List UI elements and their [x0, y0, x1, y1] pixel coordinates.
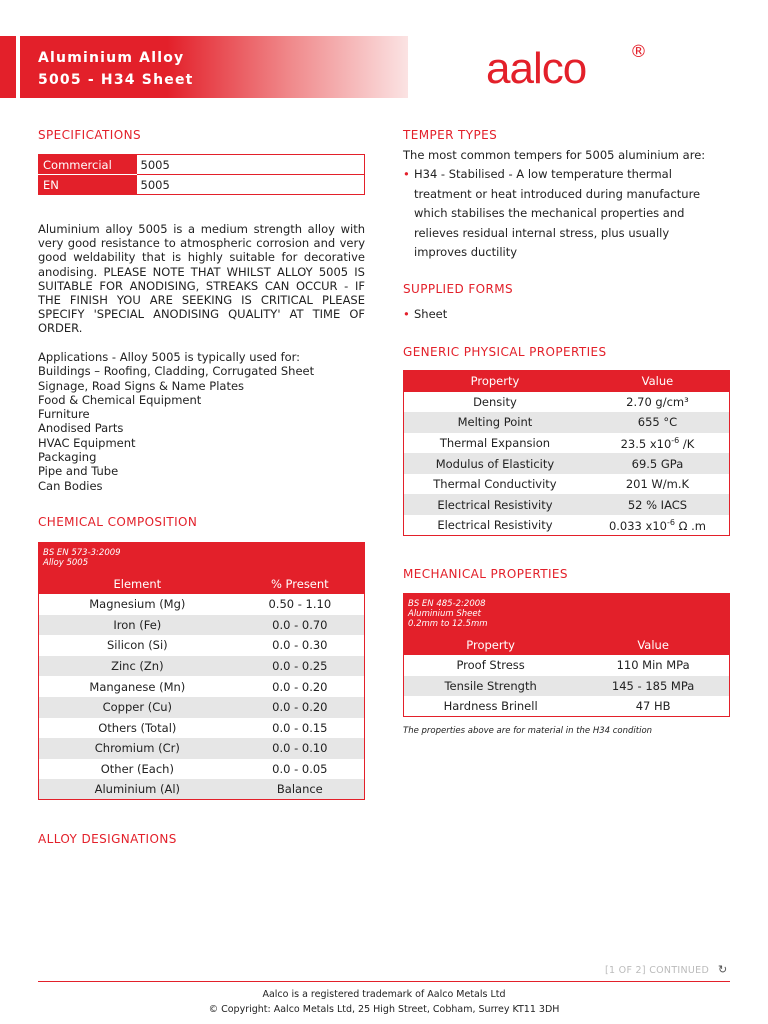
property-cell: Density — [404, 392, 586, 413]
table-row — [39, 594, 365, 615]
property-cell: Chromium (Cr) — [39, 738, 236, 759]
bullet-icon: • — [403, 307, 410, 321]
property-cell: Thermal Conductivity — [404, 474, 586, 495]
table-row — [39, 718, 365, 739]
table-row — [39, 779, 365, 800]
chemical-composition-heading: CHEMICAL COMPOSITION — [38, 515, 198, 529]
list-item: Signage, Road Signs & Name Plates — [38, 378, 245, 393]
temper-list — [403, 165, 723, 263]
properties-note: The properties above are for material in the H34 condition — [403, 726, 653, 736]
value-cell: 0.0 - 0.05 — [236, 759, 365, 780]
value-cell: 0.0 - 0.25 — [236, 656, 365, 677]
table-caption — [39, 543, 365, 574]
table-row — [39, 759, 365, 780]
table-row — [39, 656, 365, 677]
copyright-notice: © Copyright: Aalco Metals Ltd, 25 High Street, Cobham, Surrey KT11 3DH — [208, 1004, 560, 1015]
value-cell: 0.50 - 1.10 — [236, 594, 365, 615]
spec-value: 5005 — [140, 157, 170, 172]
property-cell: Zinc (Zn) — [39, 656, 236, 677]
physical-properties-heading: GENERIC PHYSICAL PROPERTIES — [403, 345, 607, 359]
specifications-heading: SPECIFICATIONS — [38, 128, 141, 142]
list-item: Buildings – Roofing, Cladding, Corrugated Sheet — [38, 364, 315, 379]
list-item: Food & Chemical Equipment — [38, 392, 202, 407]
spec-value: 5005 — [137, 175, 365, 195]
footer-divider — [38, 981, 730, 982]
property-cell: Proof Stress — [404, 655, 578, 676]
table-row — [404, 453, 730, 474]
table-row — [404, 655, 730, 676]
property-cell: Hardness Brinell — [404, 696, 578, 717]
property-cell: Aluminium (Al) — [39, 779, 236, 800]
value-cell: 0.0 - 0.30 — [236, 635, 365, 656]
property-cell: Magnesium (Mg) — [39, 594, 236, 615]
alloy-description: Aluminium alloy 5005 is a medium strength alloy with very good resistance to atmospheric corrosion and very good weldability that is highly suitable for decorative anodising. PLEASE NOTE THAT WHILST ALLOY 5005 IS SUITABLE FOR ANODISING, STREAKS CAN OCCUR - IF THE FINISH YOU ARE SEEKING IS CRITICAL PLEASE SPECIFY 'SPECIAL ANODISING QUALITY' AT TIME OF ORDER. — [38, 222, 365, 336]
column-header: Element — [39, 573, 236, 594]
temper-item-text: H34 - Stabilised - A low temperature thermal treatment or heat introduced during manufacture which stabilises the mechanical properties and relieves residual internal stress, plus usually improves ductility — [414, 167, 701, 259]
header-banner — [20, 36, 408, 98]
property-cell: Silicon (Si) — [39, 635, 236, 656]
value-cell: 0.0 - 0.15 — [236, 718, 365, 739]
value-cell: 47 HB — [577, 696, 729, 717]
list-item — [403, 165, 723, 263]
table-row — [404, 494, 730, 515]
list-item: Packaging — [38, 450, 97, 465]
supplied-forms-heading: SUPPLIED FORMS — [403, 282, 513, 296]
table-row — [404, 412, 730, 433]
list-item — [403, 305, 723, 325]
physical-properties-table — [403, 370, 730, 536]
column-header: Property — [404, 371, 586, 392]
table-row — [404, 696, 730, 717]
bullet-icon: • — [403, 167, 410, 181]
table-caption — [404, 594, 730, 635]
property-cell: Others (Total) — [39, 718, 236, 739]
aalco-logo: aalco — [486, 44, 587, 93]
property-cell: Other (Each) — [39, 759, 236, 780]
column-header: % Present — [236, 573, 365, 594]
value-cell: 52 % IACS — [586, 494, 730, 515]
value-cell: 655 °C — [586, 412, 730, 433]
table-row — [39, 676, 365, 697]
value-cell: 0.0 - 0.20 — [236, 676, 365, 697]
table-row — [39, 697, 365, 718]
registered-mark-icon: ® — [630, 42, 647, 62]
table-row — [39, 175, 365, 195]
table-row — [39, 615, 365, 636]
list-item: Can Bodies — [38, 478, 103, 493]
property-cell: Copper (Cu) — [39, 697, 236, 718]
mechanical-properties-heading: MECHANICAL PROPERTIES — [403, 567, 568, 581]
table-row — [404, 474, 730, 495]
header-accent-bar — [0, 36, 16, 98]
spec-key: EN — [39, 175, 137, 195]
continue-arrow-icon: ↻ — [718, 963, 728, 976]
value-cell: 110 Min MPa — [577, 655, 729, 676]
standard-label: BS EN 485-2:2008 — [408, 599, 486, 609]
table-row — [39, 738, 365, 759]
list-item: Furniture — [38, 407, 90, 422]
property-cell: Thermal Expansion — [404, 433, 586, 454]
column-header: Value — [577, 634, 729, 655]
value-cell: 2.70 g/cm³ — [586, 392, 730, 413]
applications-intro: Applications - Alloy 5005 is typically used for: — [38, 350, 301, 364]
value-cell: Balance — [236, 779, 365, 800]
temper-types-heading: TEMPER TYPES — [403, 128, 498, 142]
value-cell: 0.0 - 0.10 — [236, 738, 365, 759]
table-row — [39, 635, 365, 656]
property-cell: Modulus of Elasticity — [404, 453, 586, 474]
applications-list — [38, 350, 365, 493]
list-item: HVAC Equipment — [38, 435, 136, 450]
table-row — [39, 155, 365, 175]
property-cell: Iron (Fe) — [39, 615, 236, 636]
standard-label: BS EN 573-3:2009 — [43, 548, 121, 558]
property-cell: Manganese (Mn) — [39, 676, 236, 697]
property-cell: Tensile Strength — [404, 676, 578, 697]
table-row — [404, 392, 730, 413]
list-item: Anodised Parts — [38, 421, 124, 436]
temper-intro: The most common tempers for 5005 aluminium are: — [403, 148, 706, 162]
property-cell: Melting Point — [404, 412, 586, 433]
table-row — [404, 433, 730, 454]
value-cell: 145 - 185 MPa — [577, 676, 729, 697]
property-cell: Electrical Resistivity — [404, 494, 586, 515]
spec-key: Commercial — [39, 155, 137, 175]
value-cell: 201 W/m.K — [586, 474, 730, 495]
thickness-label: 0.2mm to 12.5mm — [408, 619, 488, 629]
trademark-notice: Aalco is a registered trademark of Aalco Metals Ltd — [262, 989, 506, 1000]
column-header: Value — [586, 371, 730, 392]
document-title-line2: 5005 - H34 Sheet — [38, 72, 194, 88]
column-header: Property — [404, 634, 578, 655]
alloy-label: Alloy 5005 — [43, 558, 89, 568]
list-item: Pipe and Tube — [38, 464, 119, 479]
value-cell: 0.033 $x10^{-6}$ Ω .m — [586, 515, 730, 536]
chemical-composition-table — [38, 542, 365, 800]
value-cell: 0.0 - 0.20 — [236, 697, 365, 718]
mechanical-properties-table — [403, 593, 730, 717]
value-cell: 23.5 $x10^{-6}$ /K — [586, 433, 730, 454]
specifications-table — [38, 154, 365, 195]
page-continued-label: [1 OF 2] CONTINUED — [605, 965, 710, 976]
table-row — [404, 676, 730, 697]
alloy-designations-heading: ALLOY DESIGNATIONS — [38, 832, 177, 846]
supplied-forms-list — [403, 305, 723, 325]
property-cell: Electrical Resistivity — [404, 515, 586, 536]
table-row — [404, 515, 730, 536]
product-label: Aluminium Sheet — [408, 609, 481, 619]
form-item-text: Sheet — [414, 307, 448, 321]
document-title-line1: Aluminium Alloy — [38, 50, 185, 66]
value-cell: 0.0 - 0.70 — [236, 615, 365, 636]
value-cell: 69.5 GPa — [586, 453, 730, 474]
